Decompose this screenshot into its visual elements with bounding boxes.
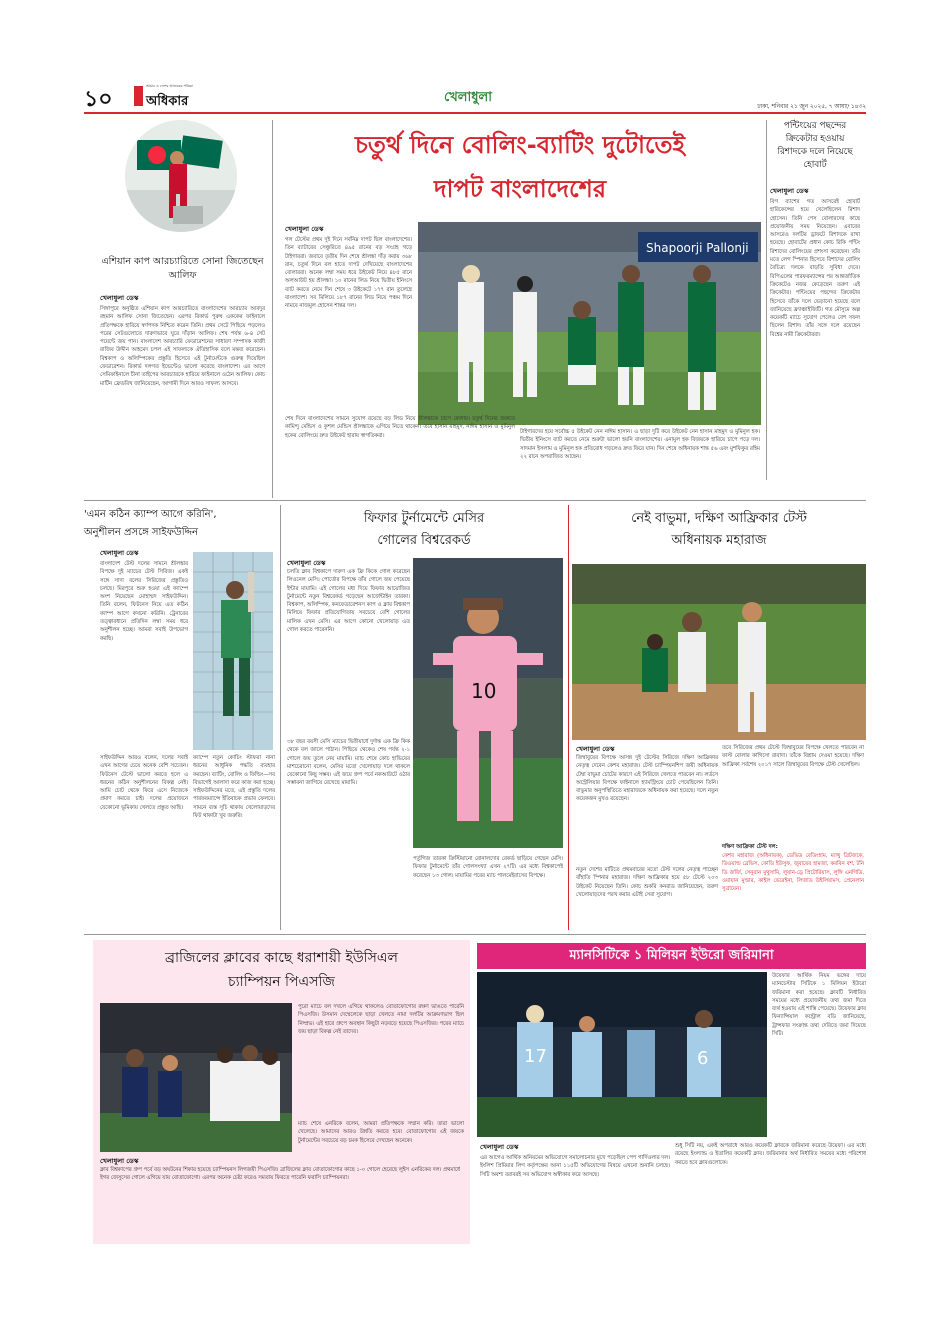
city-shirt-number: 17 [524, 1046, 547, 1067]
bavuma-squad-names: কেশব মহারাজ (অধিনায়ক), ডেভিড বেডিংহাম, ম্যাথু ব্রিটজকে, ডিওয়াল্ড ব্রেভিস, কোডি ইউসুফ, জুবায়ের হামজা, করবিন বশ, টনি ডি জর্জি, সেনুরান মুথুসামি, লুয়ান-ড্রে প্রিটোরিয়াস, লুঙ্গি এনগিডি, ওয়ায়ান মুল্ডার, কাইল ভেরেইনা, লিজাড উইলিয়ামস, প্রেনেলান সুব্রায়েন। [722, 853, 864, 893]
lead-byline: খেলাধুলা ডেস্ক [285, 225, 324, 233]
divider [766, 120, 767, 480]
mancity-body1: উয়েফার আর্থিক নিয়ম ভঙ্গের দায়ে ম্যানচেস্টার সিটিকে ১ মিলিয়ন ইউরো জরিমানা করা হয়েছে। ক্লাবটি নির্ধারিত সময়ের মধ্যে প্রয়োজনীয় তথ্য জমা দিতে ব্যর্থ হওয়ায় এই শাস্তি পেয়েছে। উয়েফার ক্লাব ফিন্যান্সিয়াল কন্ট্রোল বডি জানিয়েছে, ট্রান্সফার সংক্রান্ত তথ্য দেরিতে জমা দিয়েছে সিটি। [772, 973, 866, 1038]
alif-byline: খেলাধুলা ডেস্ক [100, 294, 139, 302]
mancity-body3: শুধু সিটি নয়, একই অপরাধে আরও কয়েকটি ক্লাবকে জরিমানা করেছে উয়েফা। এর মধ্যে রয়েছে ইংল্যান্ড ও ইতালির কয়েকটি ক্লাব। জরিমানার অর্থ নির্ধারিত সময়ের মধ্যে পরিশোধ করতে হবে ক্লাবগুলোকে। [675, 1143, 866, 1166]
mancity-photo [477, 972, 767, 1137]
lead-photo-sponsor: Shapoorji Pallonji [646, 241, 749, 255]
messi-body2: ৩৮ বছর বয়সী মেসি ম্যাচের দ্বিতীয়ার্ধে দুর্দান্ত এক ফ্রি কিক থেকে বল জালে পাঠান। পিছিয়ে থেকেও শেষ পর্যন্ত ২-১ গোলে জয় তুলে নেয় মায়ামি। ম্যাচ শেষে কোচ হাভিয়ের মাশচেরানো বলেন, মেসির মতো খেলোয়াড় দলে থাকলে যেকোনো কিছু সম্ভব। এই জয়ে গ্রুপ পর্বে নকআউটে ওঠার সম্ভাবনা জাগিয়ে রেখেছে মায়ামি। [287, 739, 410, 787]
saifuddin-headline-sub: অনুশীলন প্রসঙ্গে সাইফউদ্দিন [84, 527, 198, 538]
bavuma-body1: জিম্বাবুয়ের বিপক্ষে আসন্ন দুই টেস্টের সিরিজে দক্ষিণ আফ্রিকার নেতৃত্ব দেবেন কেশব মহারাজ। টেস্ট চ্যাম্পিয়নশিপ জয়ী অধিনায়ক টেম্বা বাভুমা চোটের কারণে এই সিরিজে খেলতে পারবেন না। লর্ডসে অস্ট্রেলিয়ার বিপক্ষে ফাইনালে হ্যামস্ট্রিংয়ে চোট পেয়েছিলেন তিনি। বাভুমার অনুপস্থিতিতে মহারাজকে অধিনায়ক করা হয়েছে। দলে নতুন কয়েকজন মুখও রয়েছেন। [576, 755, 718, 803]
dateline: ঢাকা, শনিবার ২১ জুন ২০২৫, ৭ আষাঢ় ১৪৩২ [757, 104, 866, 110]
alif-headline: এশিয়ান কাপ আরচ্যারিতে সোনা জিতেছেন আলিফ [101, 256, 264, 281]
lead-para1: গল টেস্টের প্রথম দুই দিনে সর্বনিম্ন দাপট ছিল বাংলাদেশের। তিন ব্যাটারের সেঞ্চুরিতে ৪৯৫ রানের বড় সংগ্রহ গড়ে টাইগাররা। জবাবে তৃতীয় দিন শেষে শ্রীলঙ্কা দাঁড় করায় ৩৬৮ রান, চতুর্থ দিনে বল হাতে দাপট দেখিয়েছে বাংলাদেশের বোলাররা। অনেক লম্বা সময় ধরে উইকেট নিয়ে ৪৮৫ রানে অলআউট হয় শ্রীলঙ্কা। ১০ রানের লিড নিয়ে দ্বিতীয় ইনিংসে ব্যাট করতে নেমে দিন শেষে ৩ উইকেটে ১৭৭ রান তুলেছে বাংলাদেশ। সব মিলিয়ে ১৮৭ রানের লিড নিয়ে পঞ্চম দিনে নামবে নাজমুল হোসেন শান্তর দল। [285, 237, 412, 310]
alif-photo [125, 120, 237, 232]
mancity-body2: এর আগেও আর্থিক অনিয়মের অভিযোগে সমালোচনার মুখে পড়েছিল পেপ গার্দিওলার দল। ইংলিশ প্রিমিয়ার লিগ কর্তৃপক্ষের আনা ১১৫টি অভিযোগের বিষয়ে এখনো শুনানি চলছে। সিটি অবশ্য বরাবরই সব অভিযোগ অস্বীকার করে আসছে। [480, 1155, 670, 1178]
ponting-headline: পন্টিংয়ের পছন্দের ক্রিকেটার হওয়ায় রিশাদকে দলে নিয়েছে হোবার্ট [777, 121, 853, 170]
lead-cricket-photo [418, 222, 761, 425]
messi-headline-line2: গোলের বিশ্বরেকর্ড [377, 533, 471, 548]
bavuma-headline-line1: নেই বাভুমা, দক্ষিণ আফ্রিকার টেস্ট [631, 511, 807, 526]
divider [84, 934, 866, 935]
psg-headline-line1: ব্রাজিলের ক্লাবের কাছে ধরাশায়ী ইউসিএল [165, 950, 398, 966]
divider [280, 505, 281, 930]
ponting-body: বিগ ব্যাশের গত আসরেই হোবার্ট হারিকেন্সের হয়ে খেলেছিলেন রিশাদ হোসেন। তিনি পেস বোলারদের কাছে প্রয়োজনীয় সময় নিয়েছেন। এবারের আসরেও দলটির ড্রাফটে রিশাদকে রাখা হয়েছে। হোবার্টের প্রধান কোচ রিকি পন্টিং রিশাদের বোলিংয়ের প্রশংসা করেছেন। তাঁর মতে লেগ স্পিনার হিসেবে রিশাদের বোলিং বৈচিত্র্য দলকে বাড়তি সুবিধা দেবে। বিপিএলের পারফরম্যান্সের পর আন্তর্জাতিক ক্রিকেটেও নজর কেড়েছেন তরুণ এই ক্রিকেটার। পন্টিংয়ের পছন্দের ক্রিকেটার হিসেবে তাঁকে দলে ভেড়ানো হয়েছে বলে জানিয়েছে ফ্র্যাঞ্চাইজিটি। গত মৌসুমে অল্প কয়েকটি ম্যাচে সুযোগ পেলেও বেশ সফল ছিলেন রিশাদ। তাঁর সঙ্গে দলে রয়েছেন বিশ্বের নামী ক্রিকেটাররা। [770, 199, 860, 338]
bavuma-body2: নতুন দেশের মাটিতে প্রথমবারের মতো টেস্ট দলের নেতৃত্ব পাচ্ছেন বাঁহাতি স্পিনার মহারাজ। দক্ষিণ আফ্রিকার হয়ে ৫৮ টেস্টে ২০৩ উইকেট নিয়েছেন তিনি। কোচ শুকরি কনরাড জানিয়েছেন, তরুণ খেলোয়াড়দের পরখ করার এটাই সেরা সুযোগ। [576, 867, 718, 898]
city-shirt-number: 6 [697, 1048, 709, 1069]
psg-body1: ক্লাব বিশ্বকাপের গ্রুপ পর্বে বড় অঘটনের শিকার হয়েছে চ্যাম্পিয়নস লিগজয়ী পিএসজি। ব্রাজিলের ক্লাব বোতাফোগোর কাছে ১-০ গোলে হেরেছে লুইস এনরিকের দল। প্রথমার্ধে ইগর জেসুসের গোলে এগিয়ে যায় বোতাফোগো। এরপর অনেক চেষ্টা করেও সমতায় ফিরতে পারেনি ফরাসি চ্যাম্পিয়নরা। [100, 1167, 460, 1182]
saifuddin-body2: সাইফউদ্দিন আরও বলেন, দলের সবাই এখন আগের চেয়ে অনেক বেশি সচেতন। ফিটনেস টেস্টে ভালো করতে হলে এ ধরনের কঠিন অনুশীলনের বিকল্প নেই। আমি চোট থেকে ফিরে এসে নিজেকে প্রমাণ করতে চাই। দলের প্রয়োজনে যেকোনো ভূমিকায় খেলতে প্রস্তুত আছি। [100, 755, 188, 811]
messi-jersey-number: 10 [471, 679, 497, 703]
page-header [84, 82, 866, 112]
psg-byline: খেলাধুলা ডেস্ক [100, 1157, 139, 1165]
mancity-byline: খেলাধুলা ডেস্ক [480, 1143, 519, 1151]
messi-photo [413, 558, 563, 848]
masthead-logo [134, 84, 196, 108]
psg-box [93, 940, 470, 1244]
psg-photo [100, 1003, 292, 1152]
page-number: ১০ [84, 86, 113, 112]
psg-headline-line2: চ্যাম্পিয়ন পিএসজি [228, 974, 335, 990]
messi-body1: চলতি ক্লাব বিশ্বকাপে দারুণ এক ফ্রি কিকে গোল করেছেন লিওনেল মেসি। পোর্তোর বিপক্ষে তাঁর গোলে জয় পেয়েছে ইন্টার মায়ামি। এই গোলের মধ্য দিয়ে ফিফার আয়োজিত টুর্নামেন্টে নতুন বিশ্বরেকর্ড গড়েছেন আর্জেন্টাইন তারকা। বিশ্বকাপ, অলিম্পিক, কনফেডারেশনস কাপ ও ক্লাব বিশ্বকাপ মিলিয়ে ফিফার প্রতিযোগিতায় সবচেয়ে বেশি গোলের মালিক এখন মেসি। এর আগে কোনো খেলোয়াড় এত গোল করতে পারেননি। [287, 569, 410, 634]
messi-byline: খেলাধুলা ডেস্ক [287, 559, 326, 567]
psg-body3: ম্যাচ শেষে এনরিকে বলেন, আমরা প্রতিপক্ষকে সম্মান করি। তারা ভালো খেলেছে। আমাদের আরও উন্নতি করতে হবে। বোতাফোগোর এই জয়কে টুর্নামেন্টের সবচেয়ে বড় চমক হিসেবে দেখছেন অনেকে। [298, 1121, 464, 1144]
lead-para2: শেষ দিনে বাংলাদেশের সামনে সুযোগ রয়েছে বড় লিড নিয়ে শ্রীলঙ্কাকে চাপে ফেলার। চতুর্থ দিনের শুরুতে কামিন্দু মেন্ডিস ও কুশল মেন্ডিস শ্রীলঙ্কাকে এগিয়ে নিতে থাকেন। তবে হাসান মাহমুদ, নাঈম হাসান ও মুমিনুল হকের বোলিংয়ে দ্রুত উইকেট হারায় স্বাগতিকরা। [285, 416, 515, 439]
psg-body2: পুরো ম্যাচে বল দখলে এগিয়ে থাকলেও বোতাফোগোর রক্ষণ ভাঙতে পারেনি পিএসজি। উসমান দেম্বেলেকে ছাড়া খেলতে নামা দলটির আক্রমণভাগ ছিল নিষ্প্রভ। এই হারে গ্রুপে অবস্থান কিছুটা নড়বড়ে হয়েছে পিএসজির। পরের ম্যাচে জয় ছাড়া বিকল্প নেই তাদের। [298, 1004, 464, 1035]
mancity-headline: ম্যানসিটিকে ১ মিলিয়ন ইউরো জরিমানা [569, 948, 774, 963]
masthead-tagline: আমার ও দেশের আজকের পত্রিকা [146, 84, 194, 88]
bavuma-photo [572, 564, 866, 740]
alif-body: সিঙ্গাপুরে অনুষ্ঠিত এশিয়ান কাপ আরচ্যারিতে বাংলাদেশের আরচ্যার আবদুর রহমান আলিফ সোনা জিতেছেন। এরপর রিকার্ভ পুরুষ এককের ফাইনালে প্রতিপক্ষকে হারিয়ে স্বর্ণপদক নিশ্চিত করেন তিনি। প্রথম সেটে পিছিয়ে পড়লেও পরের সেটগুলোতে দারুণভাবে ঘুরে দাঁড়ান আলিফ। শেষ পর্যন্ত ৬-৪ সেট পয়েন্টে জয় পান। বাংলাদেশ আরচ্যারি ফেডারেশনের সাধারণ সম্পাদক কাজী রাজিব উদ্দীন আহমেদ চপল এই সাফল্যকে ঐতিহাসিক বলে মন্তব্য করেছেন। বিশ্বকাপ ও অলিম্পিকের প্রস্তুতি হিসেবে এই টুর্নামেন্টকে গুরুত্ব দিয়েছিল ফেডারেশন। রিকার্ভ দলগত ইভেন্টেও ভালো করেছে বাংলাদেশ। এর আগে সেমিফাইনালে চীনা তাইপের আরচ্যারকে হারিয়ে ফাইনালে ওঠেন আলিফ। কোচ মার্টিন ফ্রেডরিখ জানিয়েছেন, আগামী দিনে আরও সাফল্য আসবে। [100, 306, 265, 387]
messi-headline-line1: ফিফার টুর্নামেন্টে মেসির [363, 511, 485, 526]
header-rule [84, 112, 866, 114]
saifuddin-body1: বাংলাদেশ টেস্ট দলের সামনে শ্রীলঙ্কার বিপক্ষে দুই ম্যাচের টেস্ট সিরিজ। একই সঙ্গে সাদা বলের সিরিজের প্রস্তুতিও চলছে। মিরপুরে শুরু হওয়া এই ক্যাম্পে অংশ নিয়েছেন মোহাম্মদ সাইফউদ্দিন। তিনি বলেন, ফিটনেস নিয়ে এত কঠিন ক্যাম্প আগে কখনো করিনি। ট্রেনারের তত্ত্বাবধানে প্রতিদিন লম্বা সময় ধরে অনুশীলন হচ্ছে। আমরা সবাই উপভোগ করছি। [100, 561, 188, 642]
mancity-banner [477, 943, 866, 969]
lead-headline-line1: চতুর্থ দিনে বোলিং-ব্যাটিং দুটোতেই [354, 131, 686, 159]
masthead-name: অধিকার [146, 94, 189, 109]
saifuddin-headline-quote: 'এমন কঠিন ক্যাম্প আগে করিনি', [84, 509, 217, 520]
divider [272, 120, 273, 498]
bavuma-headline-line2: অধিনায়ক মহারাজ [671, 533, 767, 548]
lead-para3: টাইগারদের হয়ে সর্বোচ্চ ৫ উইকেট নেন নাঈম হাসান। এ ছাড়া দুটি করে উইকেট নেন হাসান মাহমুদ ও মুমিনুল হক। দ্বিতীয় ইনিংসে ব্যাট করতে নেমে শুরুটা ভালো হয়নি বাংলাদেশের। এনামুল হক বিজয়কে হারিয়ে চাপে পড়ে দল। সাদমান ইসলাম ও মুমিনুল হক প্রতিরোধ গড়লেও দ্রুত ফিরে যান। দিন শেষে অধিনায়ক শান্ত ৫৬ এবং মুশফিকুর রহিম ২২ রানে অপরাজিত আছেন। [520, 429, 760, 460]
ponting-byline: খেলাধুলা ডেস্ক [770, 187, 809, 195]
divider [568, 505, 569, 930]
saifuddin-byline: খেলাধুলা ডেস্ক [100, 549, 139, 557]
lead-headline-line2: দাপট বাংলাদেশের [433, 175, 607, 203]
divider [84, 500, 866, 501]
bavuma-body3: তবে সিরিজের প্রথম টেস্টে জিম্বাবুয়ের বিপক্ষে খেলতে পারবেন না ফাস্ট বোলার কাগিসো রাবাদা। তাঁকে বিশ্রাম দেওয়া হয়েছে। দক্ষিণ আফ্রিকা সর্বশেষ ২০১৭ সালে জিম্বাবুয়ের বিপক্ষে টেস্ট খেলেছিল। [722, 745, 864, 768]
bavuma-squad-label: দক্ষিণ আফ্রিকা টেস্ট দল: [722, 844, 778, 850]
saifuddin-body3: ক্যাম্পে নতুন কোচিং স্টাফরা নানা ধরনের আধুনিক পদ্ধতি ব্যবহার করছেন। ব্যাটিং, বোলিং ও ফিল্ডিং—সব বিভাগেই আলাদা করে কাজ করা হচ্ছে। সাইফউদ্দিনের মতে, এই প্রস্তুতি দলের পারফরম্যান্সে ইতিবাচক প্রভাব ফেলবে। সামনে ব্যস্ত সূচি থাকায় খেলোয়াড়দের ফিট থাকাটা খুব জরুরি। [193, 755, 275, 820]
section-title: খেলাধুলা [444, 90, 493, 105]
bavuma-byline: খেলাধুলা ডেস্ক [576, 745, 615, 753]
saifuddin-photo [193, 552, 273, 750]
messi-body3: পর্তুগিজ তারকা ক্রিস্টিয়ানো রোনালদোর রেকর্ড ছাড়িয়ে গেছেন মেসি। ফিফার টুর্নামেন্টে তাঁর গোলসংখ্যা এখন ২৭টি। এর মধ্যে বিশ্বকাপেই করেছেন ১৩ গোল। মায়ামির পরের ম্যাচ পালমেইরাসের বিপক্ষে। [413, 856, 563, 879]
